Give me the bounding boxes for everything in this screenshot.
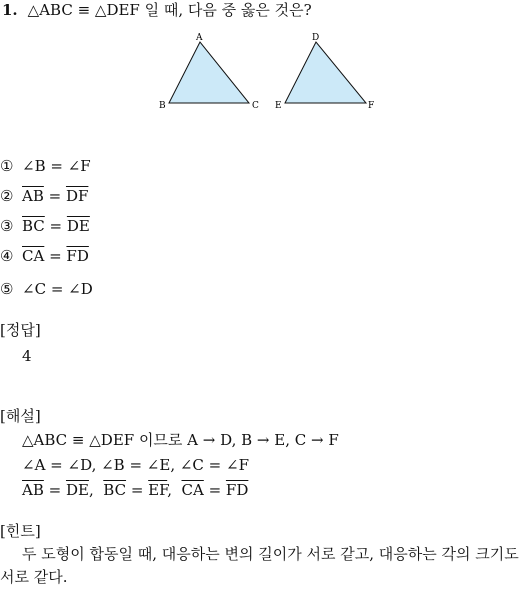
question-number: 1. <box>2 1 18 19</box>
vertex-label-e: E <box>275 101 282 111</box>
choice-4-mark: ④ <box>0 247 14 265</box>
triangle-abc-shape <box>169 42 249 103</box>
choice-3-lhs: $\overline{BC}$ <box>22 217 45 235</box>
question-text: △ABC ≡ △DEF 일 때, 다음 중 옳은 것은? <box>27 1 312 19</box>
hint-label: [힌트] <box>0 522 41 540</box>
segment-fd: $\overline{FD}$ <box>225 481 249 499</box>
hint-text: 두 도형이 합동일 때, 대응하는 변의 길이가 서로 같고, 대응하는 각의 크기도 서로 같다. <box>0 545 519 586</box>
vertex-label-a: A <box>196 33 203 43</box>
choice-2[interactable]: ② $\overline{AB} = \overline{DF}$ <box>0 187 89 205</box>
explanation-line-3: $\overline{AB} = \overline{DE}$, $\overline{BC} = \overline{EF}$, $\overline{CA} = \overline{FD}$ <box>22 481 249 499</box>
choice-3-rhs: $\overline{DE}$ <box>66 217 90 235</box>
segment-de: $\overline{DE}$ <box>65 481 89 499</box>
explanation-line-1: △ABC ≡ △DEF 이므로 A → D, B → E, C → F <box>22 431 339 449</box>
explanation-line-2: ∠A = ∠D, ∠B = ∠E, ∠C = ∠F <box>22 456 249 474</box>
choice-5-rhs: ∠D <box>68 280 93 298</box>
choice-4[interactable]: ④ $\overline{CA} = \overline{FD}$ <box>0 247 89 265</box>
choice-3[interactable]: ③ $\overline{BC} = \overline{DE}$ <box>0 217 90 235</box>
choice-1-lhs: ∠B <box>22 157 46 175</box>
choice-4-lhs: $\overline{CA}$ <box>22 247 45 265</box>
segment-ef: $\overline{EF}$ <box>148 481 168 499</box>
segment-bc: $\overline{BC}$ <box>103 481 127 499</box>
segment-ca: $\overline{CA}$ <box>181 481 204 499</box>
triangle-abc <box>159 33 259 111</box>
vertex-label-c: C <box>252 101 259 111</box>
choice-5-lhs: ∠C <box>22 280 47 298</box>
choice-2-lhs: $\overline{AB}$ <box>22 187 44 205</box>
choice-2-rhs: $\overline{DF}$ <box>65 187 89 205</box>
explanation-label: [해설] <box>0 407 41 425</box>
choice-1-mark: ① <box>0 157 14 175</box>
answer-label: [정답] <box>0 321 41 339</box>
choice-5[interactable]: ⑤ ∠C = ∠D <box>0 280 93 298</box>
choice-5-mark: ⑤ <box>0 280 14 298</box>
choice-1[interactable]: ① ∠B = ∠F <box>0 157 91 175</box>
choice-1-rhs: ∠F <box>67 157 91 175</box>
vertex-label-b: B <box>159 101 166 111</box>
question-title <box>2 0 312 20</box>
choice-2-mark: ② <box>0 187 14 205</box>
triangle-def <box>275 33 374 111</box>
triangle-figure <box>150 30 390 112</box>
choice-4-rhs: $\overline{FD}$ <box>66 247 89 265</box>
vertex-label-f: F <box>368 101 375 111</box>
triangle-def-shape <box>285 42 366 103</box>
segment-ab: $\overline{AB}$ <box>22 481 44 499</box>
vertex-label-d: D <box>312 33 320 43</box>
answer-value: 4 <box>22 347 32 365</box>
choice-3-mark: ③ <box>0 217 14 235</box>
